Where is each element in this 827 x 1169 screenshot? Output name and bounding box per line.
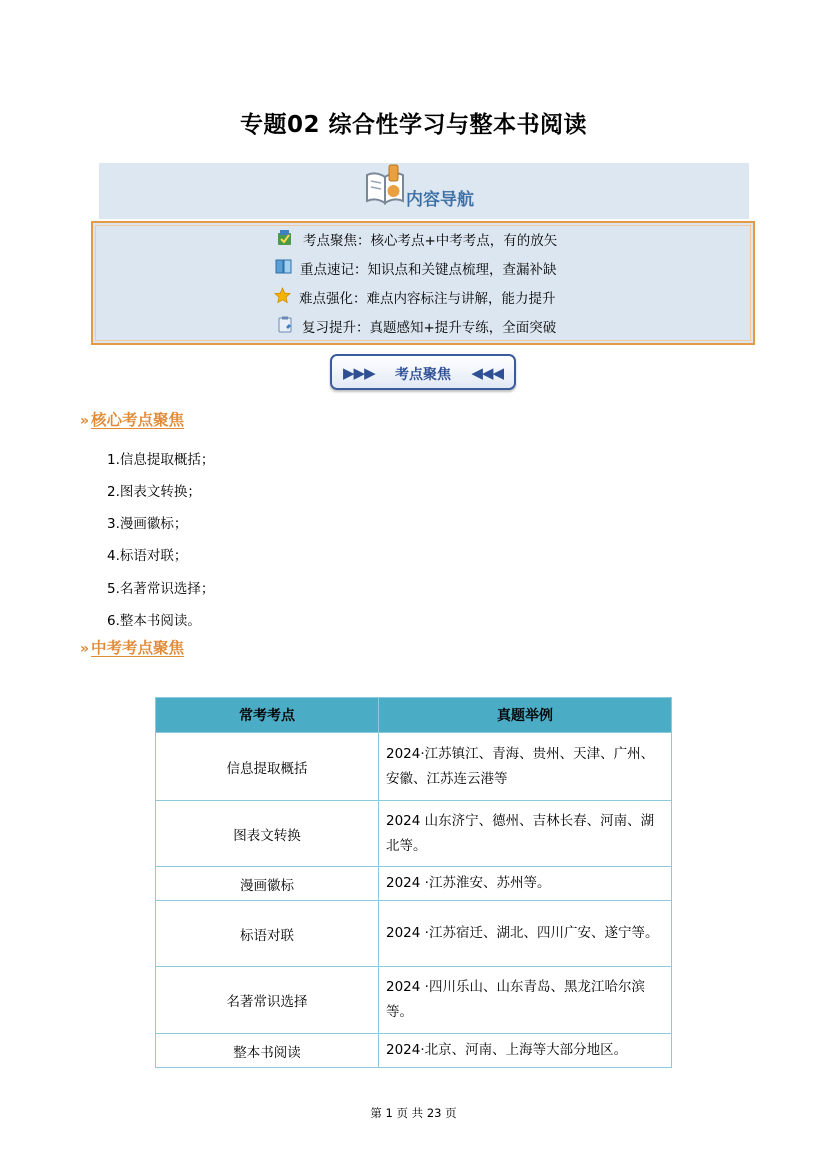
table-cell-point: 名著常识选择 [156, 967, 379, 1034]
content-nav-banner [99, 163, 749, 219]
nav-item-label: 难点强化：难点内容标注与讲解，能力提升 [299, 291, 556, 307]
table-row [156, 801, 672, 867]
double-chevron-icon: » [80, 413, 86, 429]
column-header-examples: 真题举例 [379, 698, 672, 733]
core-points-heading: » 核心考点聚焦 [80, 411, 185, 429]
exam-focus-section-button [330, 354, 516, 390]
section-button-label: 考点聚焦 [395, 367, 451, 383]
list-item: 1.信息提取概括； [107, 452, 215, 468]
page-title: 专题02 综合性学习与整本书阅读 [239, 112, 587, 138]
table-cell-point: 标语对联 [156, 901, 379, 967]
nav-item-label: 重点速记：知识点和关键点梳理，查漏补缺 [300, 262, 557, 278]
nav-item-label: 考点聚焦：核心考点+中考考点，有的放矢 [303, 233, 558, 249]
table-cell-examples: 2024 ·四川乐山、山东青岛、黑龙江哈尔滨等。 [379, 967, 672, 1034]
table-cell-examples: 2024 ·江苏淮安、苏州等。 [379, 867, 672, 901]
double-chevron-icon: » [80, 641, 86, 657]
nav-item-review [93, 314, 753, 336]
table-cell-examples: 2024 山东济宁、德州、吉林长春、河南、湖北等。 [379, 801, 672, 867]
table-row [156, 733, 672, 801]
star-icon [274, 287, 291, 304]
list-item: 3.漫画徽标； [107, 516, 188, 532]
clipboard-icon [277, 316, 294, 333]
table-row [156, 1034, 672, 1068]
nav-item-memo [93, 256, 753, 278]
table-row [156, 967, 672, 1034]
table-cell-examples: 2024·北京、河南、上海等大部分地区。 [379, 1034, 672, 1068]
table-row [156, 867, 672, 901]
table-cell-point: 漫画徽标 [156, 867, 379, 901]
list-item: 6.整本书阅读。 [107, 613, 201, 629]
table-header-row [156, 698, 672, 733]
page-footer: 第 1 页 共 23 页 [370, 1106, 457, 1120]
nav-item-label: 复习提升：真题感知+提升专练，全面突破 [302, 320, 557, 336]
table-cell-point: 信息提取概括 [156, 733, 379, 801]
nav-item-focus [93, 227, 753, 249]
table-row [156, 901, 672, 967]
target-icon [276, 229, 293, 246]
list-item: 5.名著常识选择； [107, 581, 215, 597]
nav-banner-title: 内容导航 [406, 190, 474, 210]
exam-points-table [155, 697, 672, 1068]
exam-points-heading: » 中考考点聚焦 [80, 639, 185, 657]
open-book-icon [364, 163, 406, 207]
list-item: 2.图表文转换； [107, 484, 201, 500]
column-header-point: 常考考点 [156, 698, 379, 733]
nav-item-difficulty [93, 285, 753, 307]
right-arrows-icon: ▶▶▶ [343, 364, 375, 382]
table-cell-point: 图表文转换 [156, 801, 379, 867]
left-arrows-icon: ◀◀◀ [471, 364, 503, 382]
table-cell-point: 整本书阅读 [156, 1034, 379, 1068]
notebook-icon [275, 258, 292, 275]
list-item: 4.标语对联； [107, 548, 188, 564]
table-cell-examples: 2024 ·江苏宿迁、湖北、四川广安、遂宁等。 [379, 901, 672, 967]
content-nav-list [91, 221, 755, 345]
table-cell-examples: 2024·江苏镇江、青海、贵州、天津、广州、安徽、江苏连云港等 [379, 733, 672, 801]
